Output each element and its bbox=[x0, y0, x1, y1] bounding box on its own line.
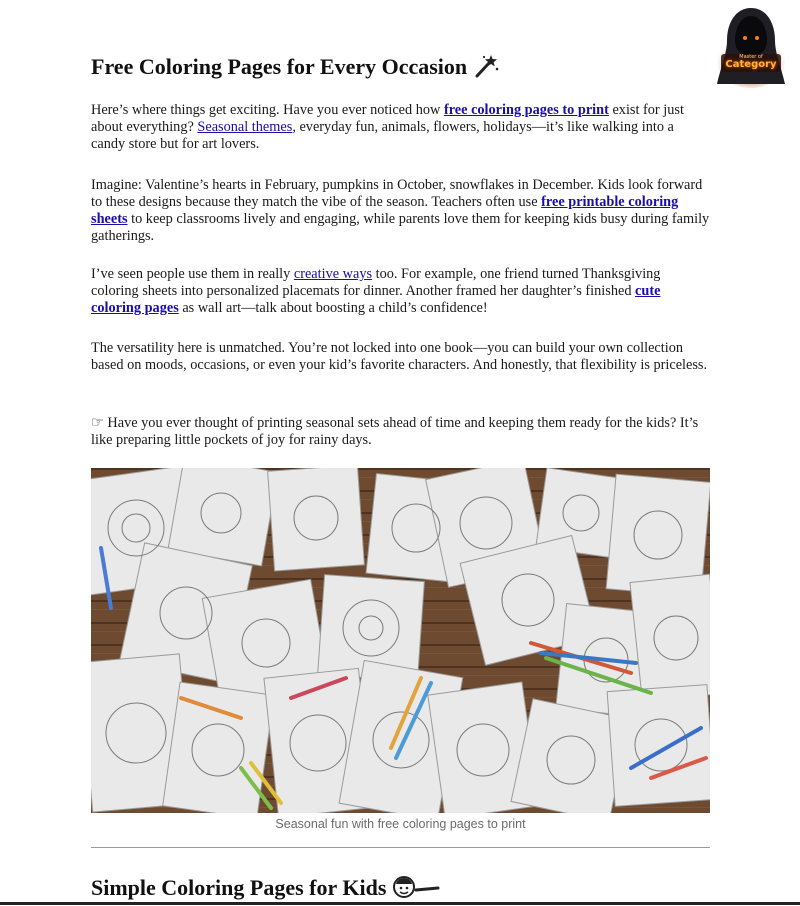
text-run: to keep classrooms lively and engaging, while parents love them for keeping kids busy during family gatherings. bbox=[91, 211, 710, 244]
text-run: exist for just about everything? bbox=[91, 102, 684, 135]
badge-subtext: Master of bbox=[739, 54, 763, 60]
heading-text: Simple Coloring Pages for Kids bbox=[91, 875, 387, 901]
text-run: Here’s where things get exciting. Have you ever noticed how bbox=[91, 102, 444, 118]
text-run: I’ve seen people use them in really bbox=[91, 266, 294, 282]
section-divider bbox=[91, 847, 710, 848]
category-badge-logo bbox=[715, 4, 787, 92]
link-cute-coloring-pages[interactable]: cute coloring pages bbox=[91, 283, 661, 316]
link-free-printable-coloring-sheets[interactable]: free printable coloring sheets bbox=[91, 194, 679, 227]
text-run: Imagine: Valentine’s hearts in February, pumpkins in October, snowflakes in December. Kids look forward to these designs because they match the vibe of the season. Teachers often use bbox=[91, 177, 703, 210]
section-heading-occasions bbox=[91, 54, 499, 84]
coloring-pages-photo bbox=[91, 468, 710, 813]
magic-wand-icon bbox=[473, 54, 499, 84]
badge-text: Category bbox=[725, 59, 777, 70]
paragraph-versatility: The versatility here is unmatched. You’re not locked into one book—you can build your own collection based on moods, occasions, or even your kid’s favorite characters. And honestly, that flexibility is priceless. bbox=[91, 340, 708, 373]
text-run: , everyday fun, animals, flowers, holidays—it’s like walking into a candy store but for art lovers. bbox=[91, 119, 674, 152]
heading-text: Free Coloring Pages for Every Occasion bbox=[91, 54, 468, 80]
pointing-hand-icon: ☞ bbox=[91, 415, 104, 431]
paragraph-intro bbox=[91, 102, 711, 153]
image-caption: Seasonal fun with free coloring pages to print bbox=[275, 817, 526, 831]
link-creative-ways[interactable]: creative ways bbox=[293, 266, 373, 282]
paragraph-seasons bbox=[91, 177, 711, 245]
text-run: as wall art—talk about boosting a child’s confidence! bbox=[178, 300, 488, 316]
text-run: Have you ever thought of printing seasonal sets ahead of time and keeping them ready for the kids? It’s like preparing little pockets of joy for rainy days. bbox=[91, 415, 699, 448]
link-free-coloring-pages-to-print[interactable]: free coloring pages to print bbox=[443, 102, 609, 118]
paragraph-question bbox=[91, 415, 711, 449]
link-seasonal-themes[interactable]: Seasonal themes bbox=[197, 119, 293, 135]
text-run: too. For example, one friend turned Thanksgiving coloring sheets into personalized placemats for dinner. Another framed her daughter’s finished bbox=[91, 266, 661, 299]
paragraph-creative bbox=[91, 266, 711, 317]
